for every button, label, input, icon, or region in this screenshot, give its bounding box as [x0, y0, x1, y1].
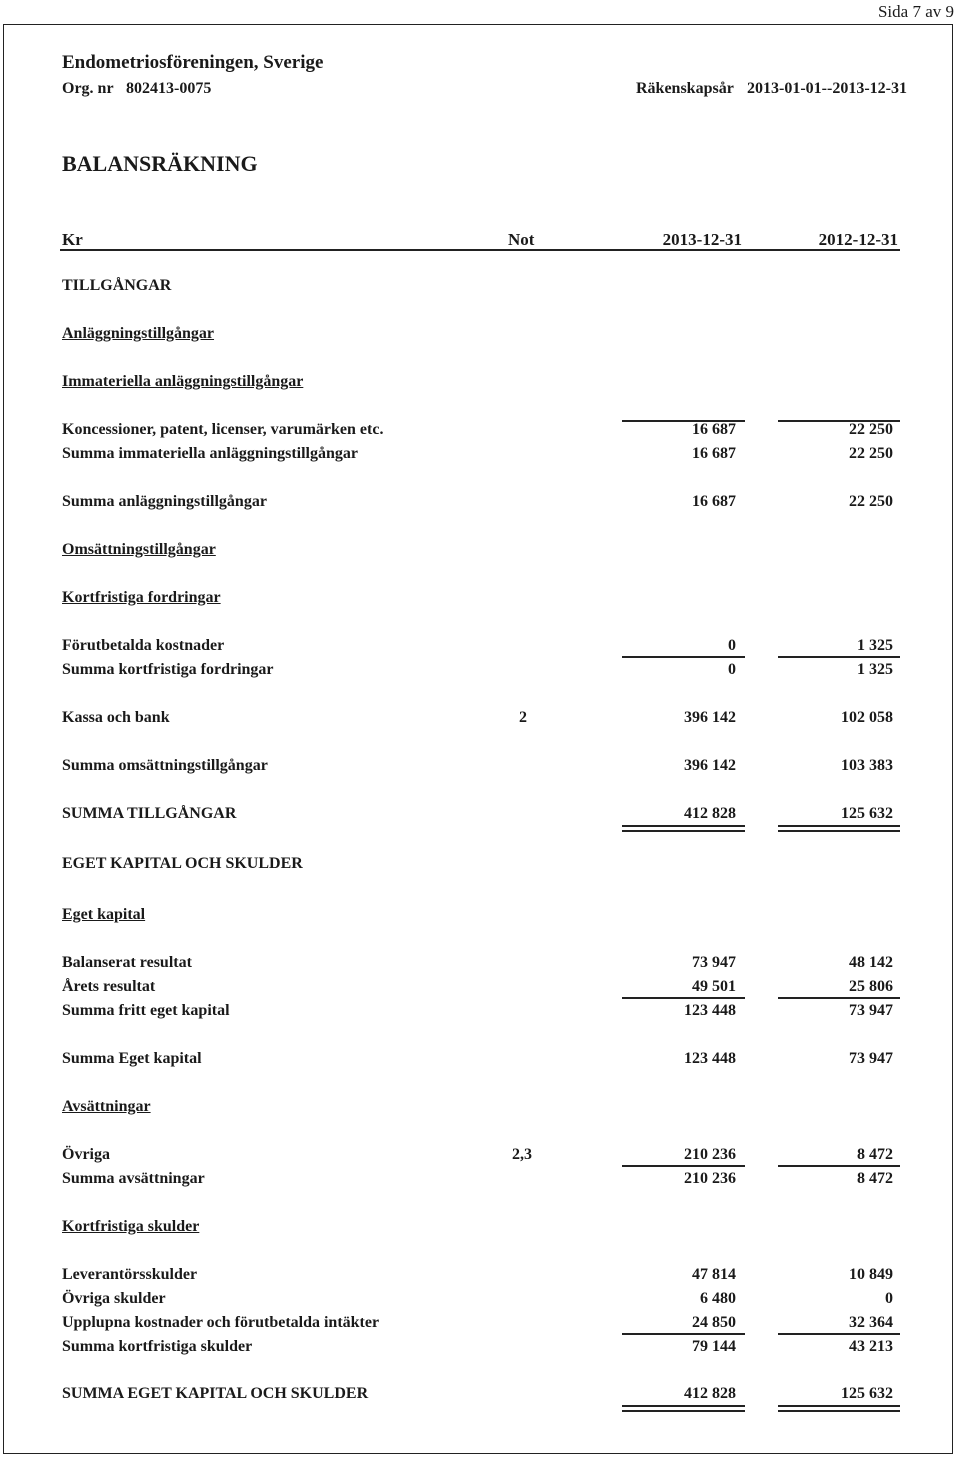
subtotal-rule: [622, 1165, 745, 1167]
value-previous: 22 250: [849, 493, 893, 510]
subtotal-rule: [778, 1333, 900, 1335]
row-label: Summa omsättningstillgångar: [62, 757, 268, 774]
value-previous: 43 213: [849, 1338, 893, 1355]
row-label: Årets resultat: [62, 978, 156, 995]
value-current: 396 142: [684, 709, 736, 726]
value-current: 16 687: [692, 421, 736, 438]
value-current: 16 687: [692, 445, 736, 462]
section-heading-equity-liabilities: EGET KAPITAL OCH SKULDER: [62, 855, 303, 872]
total-assets-previous: 125 632: [841, 805, 893, 822]
row-label: Summa immateriella anläggningstillgångar: [62, 445, 358, 462]
org-number: 802413-0075: [126, 80, 212, 97]
total-double-rule: [778, 825, 900, 827]
value-current: 123 448: [684, 1050, 736, 1067]
total-equity-liabilities-previous: 125 632: [841, 1385, 893, 1402]
subtotal-rule: [778, 1165, 900, 1167]
org-number-label: Org. nr: [62, 80, 114, 97]
page-frame: [3, 24, 953, 1454]
row-label: Summa Eget kapital: [62, 1050, 202, 1067]
value-current: 24 850: [692, 1314, 736, 1331]
value-previous: 8 472: [857, 1170, 893, 1187]
subheading-current-assets: Omsättningstillgångar: [62, 541, 216, 558]
row-label: Summa avsättningar: [62, 1170, 205, 1187]
value-previous: 22 250: [849, 445, 893, 462]
row-label: Balanserat resultat: [62, 954, 192, 971]
row-label: Summa kortfristiga skulder: [62, 1338, 253, 1355]
total-assets-label: SUMMA TILLGÅNGAR: [62, 805, 237, 822]
value-current: 79 144: [692, 1338, 736, 1355]
value-current: 210 236: [684, 1146, 736, 1163]
total-double-rule: [778, 830, 900, 832]
value-current: 0: [728, 637, 736, 654]
subheading-fixed-assets: Anläggningstillgångar: [62, 325, 215, 342]
total-equity-liabilities-label: SUMMA EGET KAPITAL OCH SKULDER: [62, 1385, 369, 1402]
value-previous: 102 058: [841, 709, 893, 726]
row-label: Koncessioner, patent, licenser, varumärken etc.: [62, 421, 384, 438]
column-header-kr: Kr: [62, 230, 83, 249]
value-previous: 10 849: [849, 1266, 893, 1283]
value-previous: 25 806: [849, 978, 893, 995]
row-label: Summa anläggningstillgångar: [62, 493, 267, 510]
value-current: 73 947: [692, 954, 736, 971]
value-previous: 73 947: [849, 1002, 893, 1019]
value-previous: 0: [885, 1290, 893, 1307]
note-reference: 2: [519, 709, 527, 726]
subheading-short-term-liabilities: Kortfristiga skulder: [62, 1218, 200, 1235]
value-previous: 48 142: [849, 954, 893, 971]
row-label: Övriga skulder: [62, 1290, 166, 1307]
column-header-note: Not: [508, 230, 535, 249]
value-previous: 103 383: [841, 757, 893, 774]
total-double-rule: [622, 1405, 745, 1407]
subtotal-rule: [778, 997, 900, 999]
value-current: 16 687: [692, 493, 736, 510]
row-label: Leverantörsskulder: [62, 1266, 198, 1283]
subtotal-rule: [622, 656, 745, 658]
value-current: 6 480: [700, 1290, 736, 1307]
page-number: Sida 7 av 9: [877, 2, 954, 21]
fiscal-year-label: Räkenskapsår: [636, 80, 734, 97]
subtotal-rule: [622, 997, 745, 999]
note-reference: 2,3: [512, 1146, 532, 1163]
value-previous: 1 325: [857, 637, 893, 654]
header-rule: [60, 249, 900, 251]
subheading-equity: Eget kapital: [62, 906, 146, 923]
value-previous: 22 250: [849, 421, 893, 438]
value-current: 210 236: [684, 1170, 736, 1187]
total-double-rule: [778, 1405, 900, 1407]
value-current: 47 814: [692, 1266, 736, 1283]
row-label: Övriga: [62, 1146, 110, 1163]
subheading-provisions: Avsättningar: [62, 1098, 151, 1115]
row-label: Upplupna kostnader och förutbetalda intäkter: [62, 1314, 380, 1331]
section-heading-assets: TILLGÅNGAR: [62, 277, 172, 294]
total-double-rule: [622, 825, 745, 827]
row-label: Kassa och bank: [62, 709, 170, 726]
total-double-rule: [622, 830, 745, 832]
total-equity-liabilities-current: 412 828: [684, 1385, 736, 1402]
value-current: 123 448: [684, 1002, 736, 1019]
value-current: 49 501: [692, 978, 736, 995]
total-double-rule: [622, 1410, 745, 1412]
value-previous: 8 472: [857, 1146, 893, 1163]
subheading-intangible-assets: Immateriella anläggningstillgångar: [62, 373, 304, 390]
subtotal-rule: [622, 1333, 745, 1335]
value-previous: 1 325: [857, 661, 893, 678]
row-label: Summa fritt eget kapital: [62, 1002, 230, 1019]
total-double-rule: [778, 1410, 900, 1412]
subheading-short-term-receivables: Kortfristiga fordringar: [62, 589, 221, 606]
subtotal-rule: [778, 656, 900, 658]
row-label: Förutbetalda kostnader: [62, 637, 225, 654]
column-header-previous-year: 2012-12-31: [818, 230, 898, 249]
value-previous: 73 947: [849, 1050, 893, 1067]
organization-name: Endometriosföreningen, Sverige: [62, 52, 324, 73]
value-current: 0: [728, 661, 736, 678]
value-current: 396 142: [684, 757, 736, 774]
fiscal-year: 2013-01-01--2013-12-31: [747, 80, 907, 97]
total-assets-current: 412 828: [684, 805, 736, 822]
column-header-current-year: 2013-12-31: [662, 230, 742, 249]
value-previous: 32 364: [849, 1314, 893, 1331]
document-title: BALANSRÄKNING: [62, 151, 258, 176]
row-label: Summa kortfristiga fordringar: [62, 661, 274, 678]
